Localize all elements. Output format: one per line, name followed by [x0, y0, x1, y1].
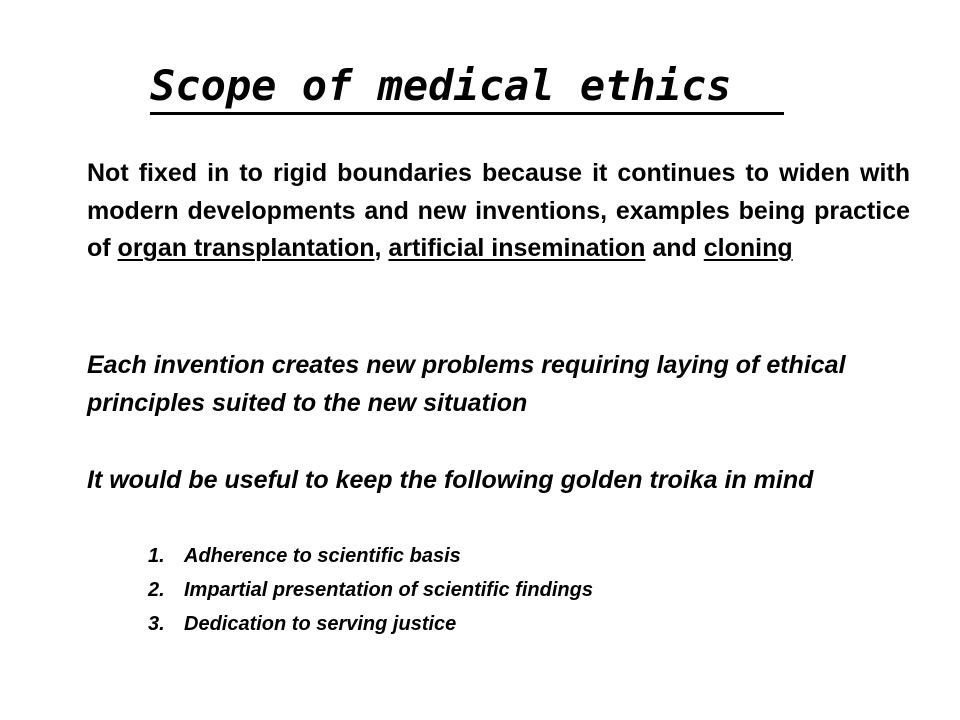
golden-troika-list: [148, 539, 593, 641]
troika-item: [148, 539, 593, 573]
separator-comma: ,: [374, 234, 389, 262]
troika-item-number: 1.: [148, 545, 165, 567]
troika-item: [148, 607, 593, 641]
troika-item-text: Impartial presentation of scientific findings: [184, 579, 593, 601]
troika-item-text: Dedication to serving justice: [184, 613, 457, 635]
term-organ-transplantation: organ transplantation: [117, 234, 375, 262]
invention-paragraph: Each invention creates new problems requiring laying of ethical principles suited to the new situation: [87, 351, 846, 417]
scope-text: Not fixed in to rigid boundaries because it continues to widen with modern developments and new inventions, examples being practice of: [87, 159, 910, 262]
troika-item-number: 2.: [148, 579, 165, 601]
troika-item-number: 3.: [148, 613, 165, 635]
separator-and: and: [645, 234, 704, 262]
term-cloning: cloning: [703, 234, 793, 262]
slide-title: Scope of medical ethics: [150, 61, 732, 110]
troika-item: [148, 573, 593, 607]
troika-item-text: Adherence to scientific basis: [184, 545, 461, 567]
title-underline: [150, 112, 784, 115]
scope-paragraph: [87, 155, 910, 268]
term-artificial-insemination: artificial insemination: [388, 234, 646, 262]
troika-intro-paragraph: It would be useful to keep the following golden troika in mind: [87, 466, 814, 494]
